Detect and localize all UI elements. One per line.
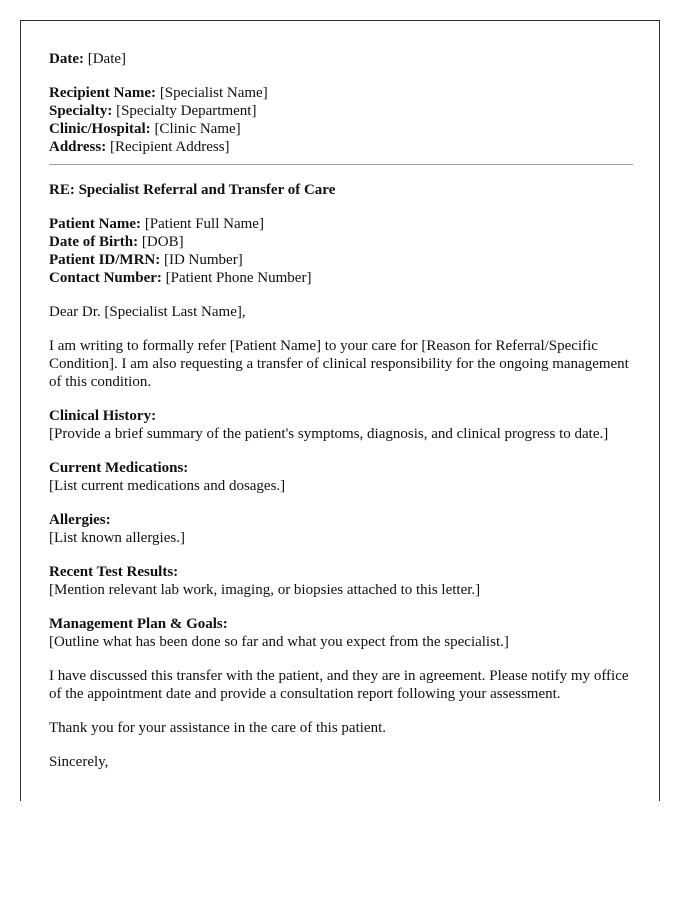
subject-line: RE: Specialist Referral and Transfer of Care bbox=[49, 182, 336, 198]
patient-block bbox=[49, 215, 633, 287]
dob-label: Date of Birth: bbox=[49, 234, 139, 250]
address-line bbox=[49, 138, 633, 156]
date-label: Date: bbox=[49, 51, 84, 67]
mrn-line bbox=[49, 251, 633, 269]
section-heading: Recent Test Results: bbox=[49, 564, 179, 580]
section-body: [List known allergies.] bbox=[49, 530, 185, 546]
salutation: Dear Dr. [Specialist Last Name], bbox=[49, 304, 246, 320]
signoff: Sincerely, bbox=[49, 754, 109, 770]
date-value: [Date] bbox=[87, 51, 127, 67]
mrn-value: [ID Number] bbox=[163, 252, 243, 268]
closing-paragraph: I have discussed this transfer with the patient, and they are in agreement. Please notify my office of the appointment date and provide a consultation report following your assessment. bbox=[49, 668, 629, 702]
dob-line bbox=[49, 233, 633, 251]
specialty-value: [Specialty Department] bbox=[116, 103, 257, 119]
section-body: [List current medications and dosages.] bbox=[49, 478, 286, 494]
patient-name-value: [Patient Full Name] bbox=[144, 216, 264, 232]
specialty-line bbox=[49, 102, 633, 120]
letter-content bbox=[49, 50, 633, 787]
section-body: [Outline what has been done so far and what you expect from the specialist.] bbox=[49, 634, 509, 650]
section-heading: Clinical History: bbox=[49, 408, 157, 424]
letter-page bbox=[20, 20, 660, 801]
section-management-plan bbox=[49, 615, 633, 651]
clinic-value: [Clinic Name] bbox=[154, 121, 241, 137]
recipient-name-label: Recipient Name: bbox=[49, 85, 157, 101]
section-recent-test-results bbox=[49, 563, 633, 599]
section-allergies bbox=[49, 511, 633, 547]
clinic-label: Clinic/Hospital: bbox=[49, 121, 151, 137]
section-clinical-history bbox=[49, 407, 633, 443]
contact-value: [Patient Phone Number] bbox=[165, 270, 312, 286]
section-heading: Current Medications: bbox=[49, 460, 189, 476]
clinic-line bbox=[49, 120, 633, 138]
address-value: [Recipient Address] bbox=[109, 139, 230, 155]
section-current-medications bbox=[49, 459, 633, 495]
address-label: Address: bbox=[49, 139, 107, 155]
header-divider bbox=[49, 164, 633, 165]
thanks-paragraph: Thank you for your assistance in the care of this patient. bbox=[49, 720, 386, 736]
contact-label: Contact Number: bbox=[49, 270, 162, 286]
recipient-name-value: [Specialist Name] bbox=[159, 85, 268, 101]
dob-value: [DOB] bbox=[141, 234, 184, 250]
section-body: [Mention relevant lab work, imaging, or biopsies attached to this letter.] bbox=[49, 582, 481, 598]
contact-line bbox=[49, 269, 633, 287]
recipient-block bbox=[49, 84, 633, 156]
date-line bbox=[49, 50, 633, 68]
section-heading: Allergies: bbox=[49, 512, 111, 528]
intro-paragraph: I am writing to formally refer [Patient Name] to your care for [Reason for Referral/Specific Condition]. I am also requesting a transfer of clinical responsibility for the ongoing management of this condition. bbox=[49, 338, 629, 390]
section-heading: Management Plan & Goals: bbox=[49, 616, 228, 632]
patient-name-label: Patient Name: bbox=[49, 216, 142, 232]
section-body: [Provide a brief summary of the patient's symptoms, diagnosis, and clinical progress to date.] bbox=[49, 426, 609, 442]
date-block bbox=[49, 50, 633, 68]
specialty-label: Specialty: bbox=[49, 103, 113, 119]
mrn-label: Patient ID/MRN: bbox=[49, 252, 161, 268]
patient-name-line bbox=[49, 215, 633, 233]
recipient-name-line bbox=[49, 84, 633, 102]
